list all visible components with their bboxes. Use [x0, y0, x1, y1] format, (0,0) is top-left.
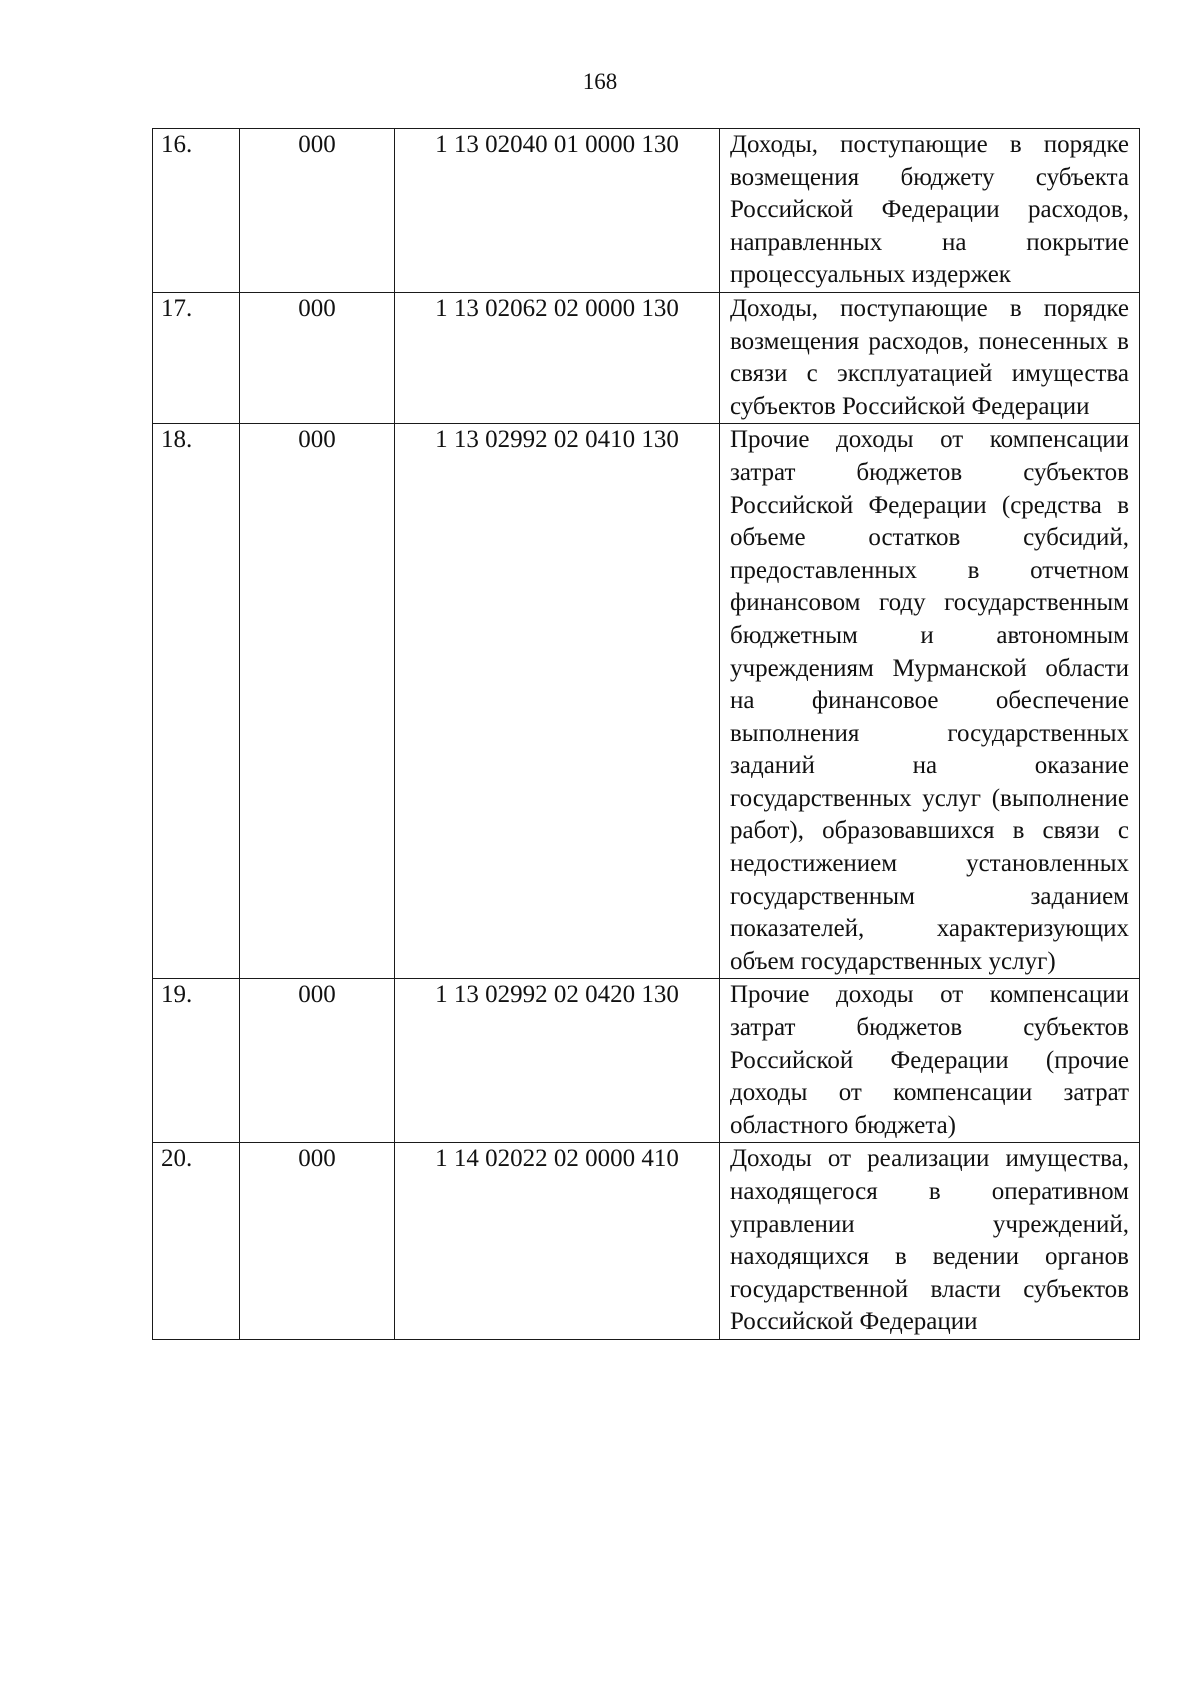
row-number: 20.	[161, 1145, 193, 1173]
admin-code-cell	[240, 424, 395, 979]
revenue-name: Прочие доходы от компенсации затрат бюджетов субъектов Российской Федерации (средства в объеме остатков субсидий, предоставленных в отчетном финансовом году государственным бюджетным и автономным учреждениям Мурманской области на финансовое обеспечение выполнения государственных заданий на оказание государственных услуг (выполнение работ), образовавшихся в связи с недостижением установленных государственным заданием показателей, характеризующих объем государственных услуг)	[730, 426, 1129, 975]
revenue-name: Прочие доходы от компенсации затрат бюджетов субъектов Российской Федерации (прочие доходы от компенсации затрат областного бюджета)	[730, 981, 1129, 1139]
revenue-code-cell	[395, 979, 720, 1143]
revenue-name-cell	[720, 424, 1140, 979]
admin-code-cell	[240, 979, 395, 1143]
table-row	[153, 1143, 1140, 1340]
revenue-code-cell	[395, 1143, 720, 1340]
admin-code-cell	[240, 1143, 395, 1340]
admin-code: 000	[298, 294, 336, 322]
admin-code: 000	[298, 1145, 336, 1173]
table-row	[153, 129, 1140, 293]
admin-code-cell	[240, 129, 395, 293]
table-row	[153, 424, 1140, 979]
revenue-code-cell	[395, 129, 720, 293]
revenue-name: Доходы от реализации имущества, находящегося в оперативном управлении учреждений, находящихся в ведении органов государственной власти субъектов Российской Федерации	[730, 1145, 1129, 1336]
admin-code-cell	[240, 292, 395, 423]
revenue-code-cell	[395, 292, 720, 423]
row-number: 19.	[161, 981, 193, 1009]
revenue-name: Доходы, поступающие в порядке возмещения бюджету субъекта Российской Федерации расходов, направленных на покрытие процессуальных издержек	[730, 131, 1129, 289]
admin-code: 000	[298, 426, 336, 454]
revenue-name-cell	[720, 979, 1140, 1143]
admin-code: 000	[298, 131, 336, 158]
row-number: 17.	[161, 294, 193, 322]
revenue-name-cell	[720, 1143, 1140, 1340]
row-number-cell	[153, 292, 240, 423]
revenue-code-cell	[395, 424, 720, 979]
row-number-cell	[153, 129, 240, 293]
row-number: 16.	[161, 131, 193, 158]
row-number-cell	[153, 424, 240, 979]
revenue-code: 1 14 02022 02 0000 410	[435, 1145, 679, 1173]
revenue-code: 1 13 02040 01 0000 130	[435, 131, 679, 158]
table-row	[153, 979, 1140, 1143]
page-number: 168	[582, 69, 618, 94]
admin-code: 000	[298, 981, 336, 1009]
row-number-cell	[153, 1143, 240, 1340]
revenue-code: 1 13 02992 02 0420 130	[435, 981, 679, 1009]
table-row	[153, 292, 1140, 423]
row-number: 18.	[161, 426, 193, 454]
revenue-codes-table	[152, 128, 1140, 1340]
revenue-name: Доходы, поступающие в порядке возмещения расходов, понесенных в связи с эксплуатацией имущества субъектов Российской Федерации	[730, 294, 1129, 420]
revenue-code: 1 13 02992 02 0410 130	[435, 426, 679, 454]
revenue-name-cell	[720, 129, 1140, 293]
revenue-code: 1 13 02062 02 0000 130	[435, 294, 679, 322]
row-number-cell	[153, 979, 240, 1143]
revenue-name-cell	[720, 292, 1140, 423]
